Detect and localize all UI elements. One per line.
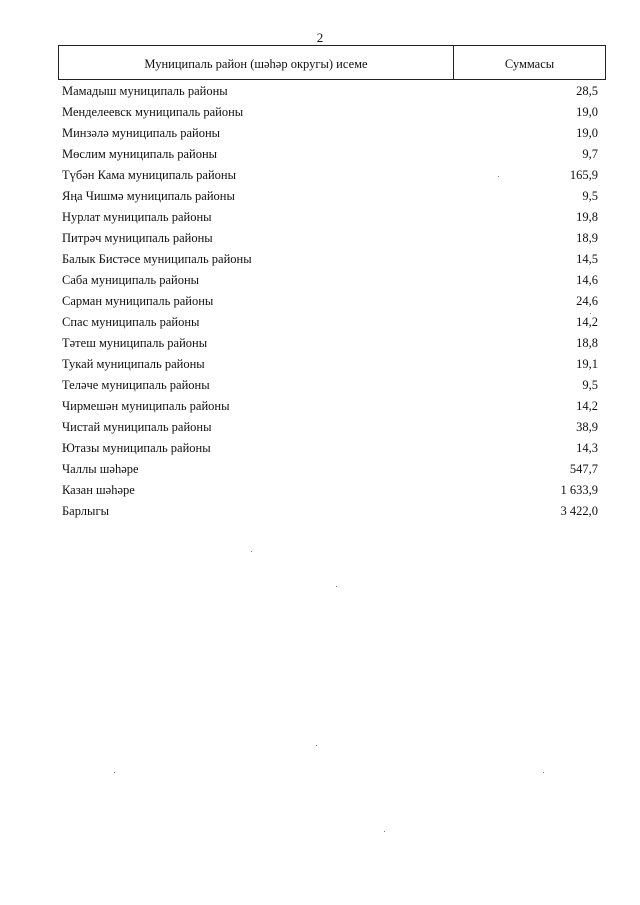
row-name: Чирмешән муниципаль районы xyxy=(62,398,230,413)
scan-speck xyxy=(590,313,591,314)
row-name: Менделеевск муниципаль районы xyxy=(62,104,244,119)
scan-speck xyxy=(336,586,337,587)
column-header-name: Муниципаль район (шәһәр округы) исеме xyxy=(59,46,454,79)
table-row xyxy=(62,311,598,332)
row-value: 19,0 xyxy=(576,125,598,140)
table-row xyxy=(62,458,598,479)
row-name: Мамадыш муниципаль районы xyxy=(62,83,228,98)
table-row xyxy=(62,227,598,248)
scan-speck xyxy=(384,831,385,832)
table-row xyxy=(62,416,598,437)
row-value: 14,2 xyxy=(576,398,598,413)
table-header xyxy=(58,45,606,80)
row-value: 19,1 xyxy=(576,356,598,371)
row-value: 547,7 xyxy=(569,461,598,476)
row-name: Казан шәһәре xyxy=(62,482,135,497)
table-row xyxy=(62,143,598,164)
scan-speck xyxy=(543,772,544,773)
row-value: 18,8 xyxy=(576,335,598,350)
table-row xyxy=(62,122,598,143)
row-name: Нурлат муниципаль районы xyxy=(62,209,212,224)
row-name: Мөслим муниципаль районы xyxy=(62,146,218,161)
row-value: 19,8 xyxy=(576,209,598,224)
row-name: Чистай муниципаль районы xyxy=(62,419,212,434)
table-row xyxy=(62,80,598,101)
row-name: Яңа Чишмә муниципаль районы xyxy=(62,188,235,203)
row-value: 28,5 xyxy=(576,83,598,98)
row-name: Барлыгы xyxy=(62,503,109,518)
column-header-sum: Суммасы xyxy=(504,57,555,71)
scan-speck xyxy=(114,772,115,773)
row-value: 9,5 xyxy=(582,377,598,392)
row-value: 14,6 xyxy=(576,272,598,287)
table-row xyxy=(62,206,598,227)
table-row xyxy=(62,500,598,521)
row-name: Минзәлә муниципаль районы xyxy=(62,125,221,140)
row-value: 165,9 xyxy=(569,167,598,182)
row-value: 9,5 xyxy=(582,188,598,203)
row-value: 38,9 xyxy=(576,419,598,434)
scan-speck xyxy=(316,745,317,746)
scan-speck xyxy=(498,176,499,177)
table-row xyxy=(62,101,598,122)
scan-speck xyxy=(251,551,252,552)
table-body xyxy=(62,80,598,521)
row-name: Ютазы муниципаль районы xyxy=(62,440,211,455)
table-row xyxy=(62,248,598,269)
row-name: Тукай муниципаль районы xyxy=(62,356,205,371)
row-name: Тәтеш муниципаль районы xyxy=(62,335,208,350)
row-name: Спас муниципаль районы xyxy=(62,314,200,329)
table-row xyxy=(62,479,598,500)
row-name: Балык Бистәсе муниципаль районы xyxy=(62,251,252,266)
row-value: 18,9 xyxy=(576,230,598,245)
row-value: 9,7 xyxy=(582,146,598,161)
table-row xyxy=(62,395,598,416)
table-row xyxy=(62,164,598,185)
row-value: 3 422,0 xyxy=(560,503,598,518)
row-value: 19,0 xyxy=(576,104,598,119)
table-row xyxy=(62,290,598,311)
row-name: Саба муниципаль районы xyxy=(62,272,200,287)
table-row xyxy=(62,353,598,374)
row-name: Түбән Кама муниципаль районы xyxy=(62,167,236,182)
row-name: Теләче муниципаль районы xyxy=(62,377,210,392)
row-name: Чаллы шәһәре xyxy=(62,461,139,476)
table-row xyxy=(62,437,598,458)
row-name: Питрәч муниципаль районы xyxy=(62,230,213,245)
row-value: 24,6 xyxy=(576,293,598,308)
row-value: 14,3 xyxy=(576,440,598,455)
table-row xyxy=(62,269,598,290)
table-row xyxy=(62,185,598,206)
row-value: 14,2 xyxy=(576,314,598,329)
table-row xyxy=(62,332,598,353)
table-row xyxy=(62,374,598,395)
row-name: Сарман муниципаль районы xyxy=(62,293,214,308)
row-value: 1 633,9 xyxy=(560,482,598,497)
page-number: 2 xyxy=(316,30,324,45)
row-value: 14,5 xyxy=(576,251,598,266)
